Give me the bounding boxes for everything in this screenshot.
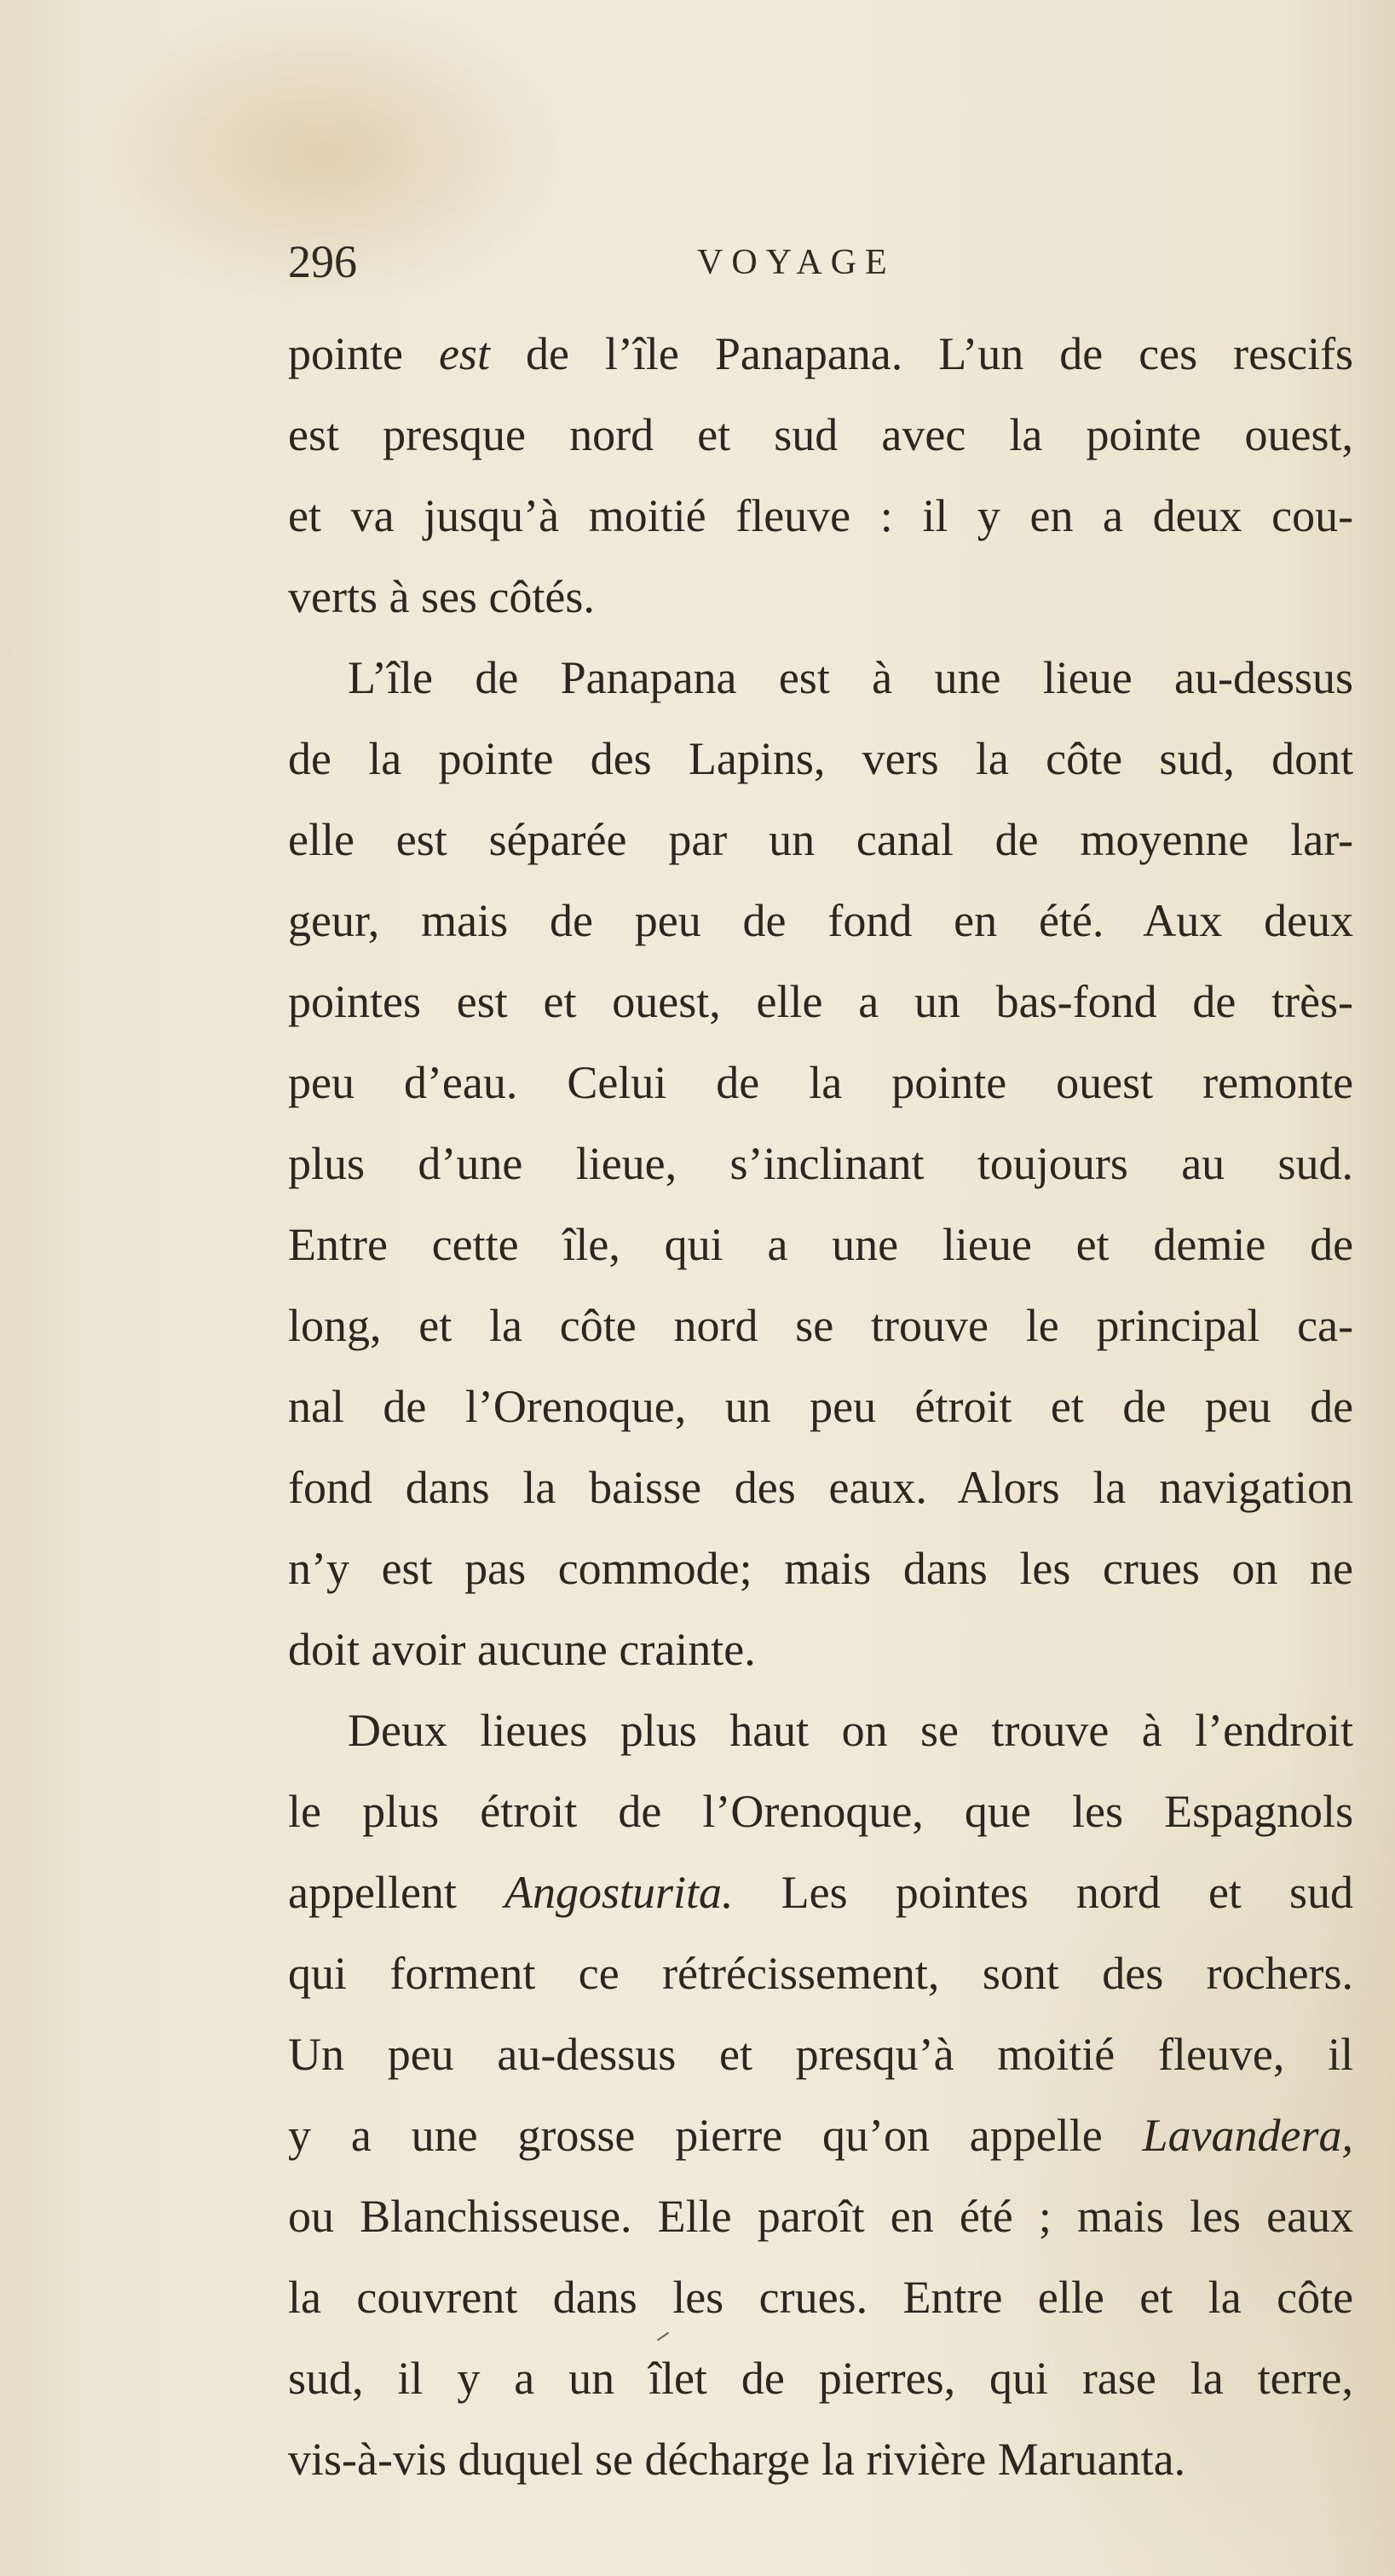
text-line: pointes est et ouest, elle a un bas-fond de très- <box>288 976 1354 1027</box>
text-line: pointe est de l’île Panapana. L’un de ces rescifs <box>288 328 1354 379</box>
page-header <box>288 232 1140 309</box>
text-line: qui forment ce rétrécissement, sont des rochers. <box>288 1948 1354 1999</box>
text-line: geur, mais de peu de fond en été. Aux deux <box>288 895 1354 946</box>
text-line: est presque nord et sud avec la pointe ouest, <box>288 409 1354 460</box>
text-line: peu d’eau. Celui de la pointe ouest remonte <box>288 1057 1354 1108</box>
text-line: Deux lieues plus haut on se trouve à l’endroit <box>348 1705 1354 1756</box>
text-line: verts à ses côtés. <box>288 571 595 622</box>
text-line: appellent Angosturita. Les pointes nord et sud <box>288 1867 1354 1918</box>
text-line: n’y est pas commode; mais dans les crues on ne <box>288 1543 1354 1594</box>
text-line: ou Blanchisseuse. Elle paroît en été ; mais les eaux <box>288 2191 1354 2242</box>
text-line: long, et la côte nord se trouve le principal ca- <box>288 1300 1354 1351</box>
text-line: vis-à-vis duquel se décharge la rivière Maruanta. <box>288 2434 1186 2485</box>
text-line: le plus étroit de l’Orenoque, que les Espagnols <box>288 1786 1354 1837</box>
running-head: VOYAGE <box>697 243 896 282</box>
text-line: Entre cette île, qui a une lieue et demie de <box>288 1219 1354 1270</box>
text-line: fond dans la baisse des eaux. Alors la navigation <box>288 1462 1354 1513</box>
text-line: de la pointe des Lapins, vers la côte sud, dont <box>288 733 1354 784</box>
text-line: la couvrent dans les crues. Entre elle et la côte <box>288 2272 1354 2323</box>
text-line: nal de l’Orenoque, un peu étroit et de peu de <box>288 1381 1354 1432</box>
text-line: y a une grosse pierre qu’on appelle Lavandera, <box>288 2110 1354 2161</box>
text-line: Un peu au-dessus et presqu’à moitié fleuve, il <box>288 2029 1354 2080</box>
body-text <box>288 314 1353 2500</box>
text-line: plus d’une lieue, s’inclinant toujours au sud. <box>288 1138 1354 1189</box>
text-line: et va jusqu’à moitié fleuve : il y en a deux cou- <box>288 490 1354 541</box>
text-line: sud, il y a un îlet de pierres, qui rase la terre, <box>288 2353 1354 2404</box>
page-number: 296 <box>288 236 357 287</box>
text-line: doit avoir aucune crainte. <box>288 1624 756 1675</box>
text-line: L’île de Panapana est à une lieue au-dessus <box>348 652 1354 703</box>
text-line: elle est séparée par un canal de moyenne lar- <box>288 814 1354 865</box>
